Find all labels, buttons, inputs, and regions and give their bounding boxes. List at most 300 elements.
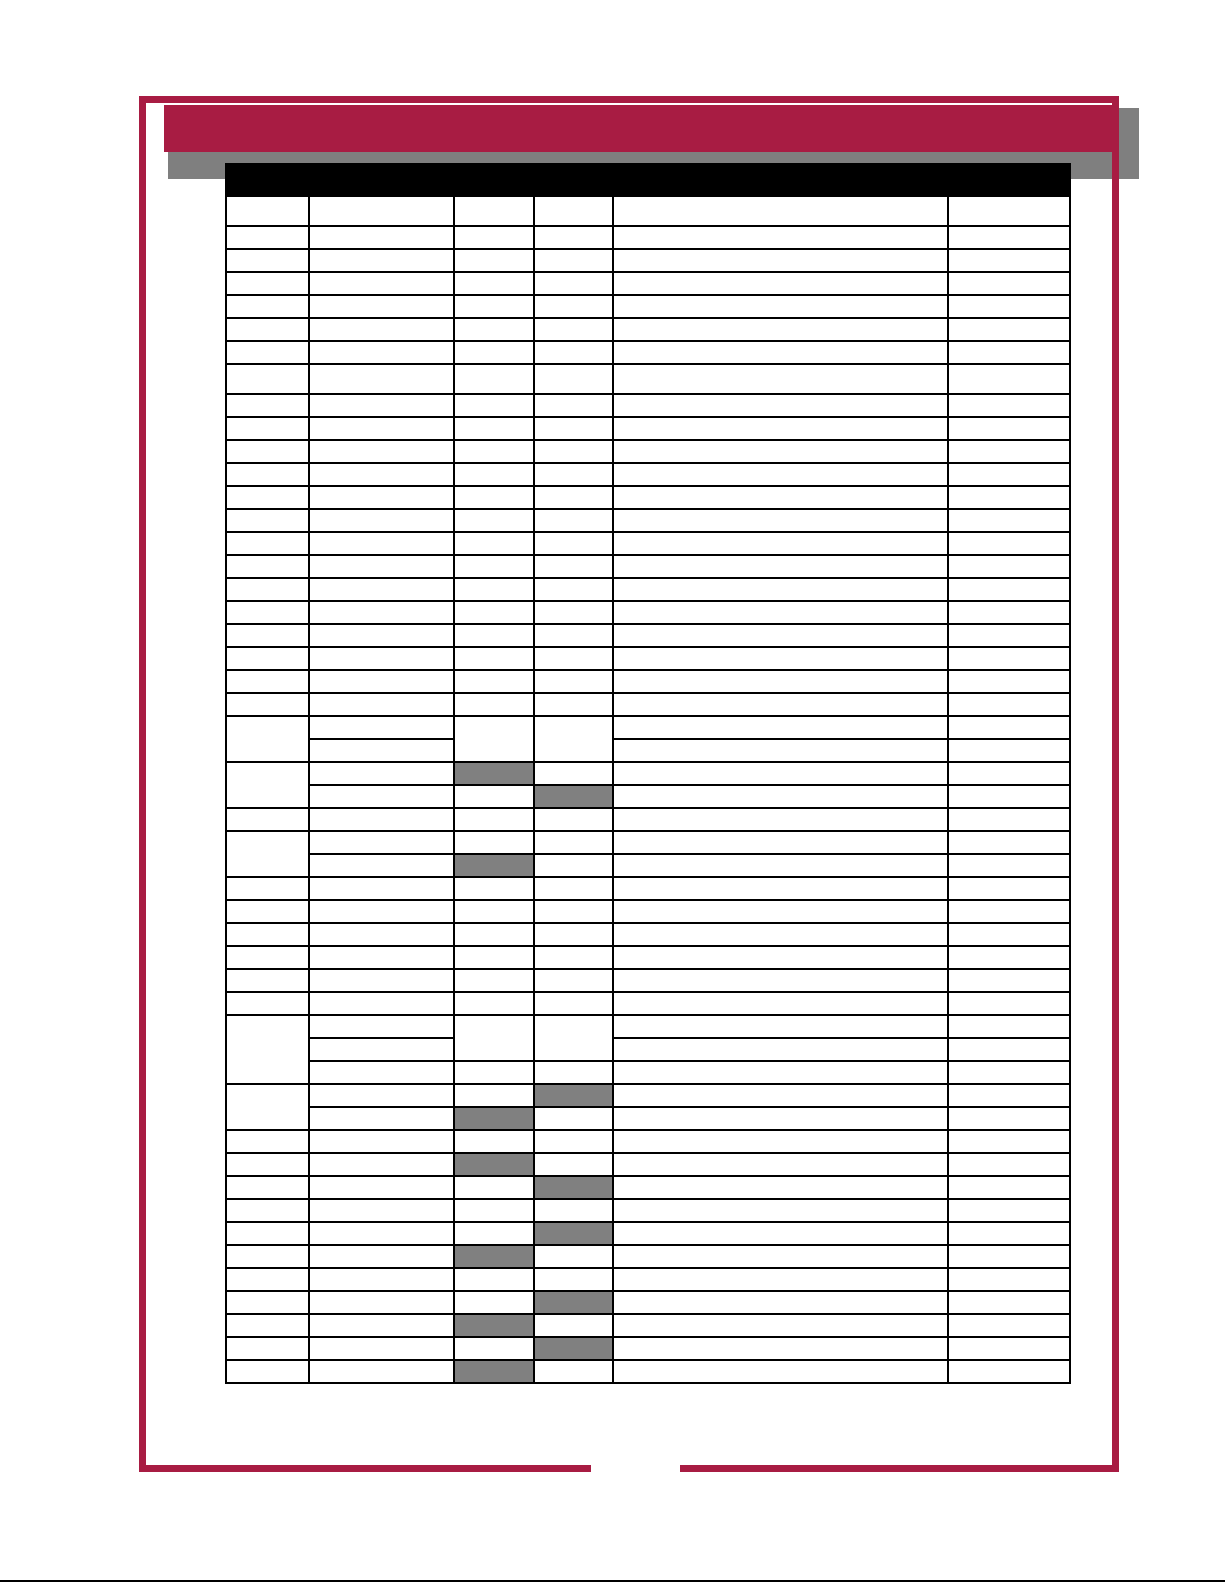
table-cell [534, 196, 613, 226]
table-cell [613, 670, 948, 693]
table-cell [948, 1038, 1071, 1061]
table-row [226, 969, 1070, 992]
table-cell [309, 946, 454, 969]
table-cell [309, 394, 454, 417]
table-cell [534, 341, 613, 364]
table-cell [534, 295, 613, 318]
table-cell [309, 785, 454, 808]
table-cell [613, 341, 948, 364]
table-cell [454, 831, 534, 854]
table-cell [534, 1061, 613, 1084]
table-cell [948, 1153, 1071, 1176]
table-cell [534, 509, 613, 532]
header-cell [948, 164, 1071, 196]
table-cell [613, 1153, 948, 1176]
table-cell [534, 417, 613, 440]
table-cell [454, 196, 534, 226]
table-row [226, 578, 1070, 601]
table-cell [309, 1107, 454, 1130]
table-cell [226, 364, 309, 394]
table-cell [534, 601, 613, 624]
table-header-row [226, 164, 1070, 196]
table-cell [454, 693, 534, 716]
table-row [226, 1084, 1070, 1107]
shaded-cell [454, 762, 534, 785]
table-cell [534, 1153, 613, 1176]
table-cell [309, 601, 454, 624]
table-cell [454, 1268, 534, 1291]
table-cell [948, 1222, 1071, 1245]
table-cell [613, 716, 948, 739]
table-cell [534, 808, 613, 831]
shaded-cell [454, 1245, 534, 1268]
shaded-cell [534, 1176, 613, 1199]
table-cell [454, 226, 534, 249]
table-cell [226, 1199, 309, 1222]
table-cell [613, 1360, 948, 1383]
table-cell [613, 226, 948, 249]
table-cell [309, 693, 454, 716]
table-cell [948, 1061, 1071, 1084]
table-cell [613, 440, 948, 463]
table-cell [534, 831, 613, 854]
table-cell [226, 578, 309, 601]
table-row [226, 923, 1070, 946]
table-cell [309, 1084, 454, 1107]
table-cell [309, 417, 454, 440]
shaded-cell [454, 1153, 534, 1176]
table-cell [948, 295, 1071, 318]
table-cell [309, 1222, 454, 1245]
table-cell [309, 226, 454, 249]
frame-bottom-border-right [680, 1465, 1119, 1472]
table-row [226, 1314, 1070, 1337]
table-cell [613, 831, 948, 854]
table-cell [226, 1153, 309, 1176]
table-cell [454, 295, 534, 318]
table-row [226, 463, 1070, 486]
table-cell [226, 196, 309, 226]
table-cell [613, 364, 948, 394]
table-cell [613, 555, 948, 578]
table-cell [226, 716, 309, 762]
table-cell [948, 624, 1071, 647]
table-cell [948, 854, 1071, 877]
table-cell [226, 463, 309, 486]
shaded-cell [534, 1084, 613, 1107]
table-cell [309, 1038, 454, 1061]
table-row [226, 1153, 1070, 1176]
table-cell [226, 624, 309, 647]
table-cell [226, 877, 309, 900]
table-cell [613, 1061, 948, 1084]
table-cell [948, 1084, 1071, 1107]
table-cell [226, 272, 309, 295]
header-cell [309, 164, 454, 196]
table-cell [226, 1015, 309, 1084]
table-row [226, 1130, 1070, 1153]
table-cell [948, 946, 1071, 969]
table-cell [534, 394, 613, 417]
table-cell [948, 1360, 1071, 1383]
table-cell [226, 1084, 309, 1130]
table-cell [226, 555, 309, 578]
table-cell [534, 854, 613, 877]
table-row [226, 1337, 1070, 1360]
table-cell [309, 1130, 454, 1153]
table-cell [454, 364, 534, 394]
table-cell [613, 647, 948, 670]
table-cell [226, 831, 309, 877]
table-cell [454, 1015, 534, 1061]
shaded-cell [534, 1337, 613, 1360]
table-cell [613, 1176, 948, 1199]
table-cell [309, 318, 454, 341]
table-cell [534, 946, 613, 969]
table-cell [226, 1176, 309, 1199]
table-cell [613, 946, 948, 969]
table-cell [309, 969, 454, 992]
table-row [226, 532, 1070, 555]
table-cell [309, 1245, 454, 1268]
table-cell [613, 509, 948, 532]
table-cell [309, 1199, 454, 1222]
table-cell [534, 877, 613, 900]
table-cell [534, 1130, 613, 1153]
table-row [226, 601, 1070, 624]
table-cell [309, 555, 454, 578]
table-cell [226, 762, 309, 808]
table-cell [534, 1314, 613, 1337]
table-cell [454, 900, 534, 923]
table-cell [309, 1268, 454, 1291]
table-row [226, 946, 1070, 969]
table-cell [948, 1107, 1071, 1130]
table-cell [613, 417, 948, 440]
table-cell [226, 532, 309, 555]
shaded-cell [534, 1222, 613, 1245]
frame-top-border [139, 96, 1119, 103]
table-cell [454, 969, 534, 992]
table-cell [948, 1176, 1071, 1199]
table-cell [454, 463, 534, 486]
table-cell [454, 1222, 534, 1245]
table-cell [226, 900, 309, 923]
table-row [226, 226, 1070, 249]
table-row [226, 295, 1070, 318]
table-cell [534, 486, 613, 509]
table-row [226, 417, 1070, 440]
table-cell [309, 295, 454, 318]
table-row [226, 1015, 1070, 1038]
table-cell [309, 923, 454, 946]
table-cell [613, 394, 948, 417]
table-cell [454, 1291, 534, 1314]
table-cell [454, 272, 534, 295]
table-cell [613, 272, 948, 295]
table-cell [454, 578, 534, 601]
table-cell [534, 670, 613, 693]
table-cell [613, 923, 948, 946]
table-cell [226, 1337, 309, 1360]
table-cell [534, 272, 613, 295]
table-cell [948, 1314, 1071, 1337]
table-cell [613, 693, 948, 716]
table-cell [454, 1061, 534, 1084]
table-cell [613, 624, 948, 647]
table-cell [454, 1130, 534, 1153]
table-cell [534, 1199, 613, 1222]
table-cell [309, 808, 454, 831]
table-cell [309, 1015, 454, 1038]
table-cell [309, 1291, 454, 1314]
frame-bottom-border-left [139, 1465, 591, 1472]
table-cell [613, 295, 948, 318]
table-row [226, 716, 1070, 739]
table-cell [948, 670, 1071, 693]
table-cell [613, 1084, 948, 1107]
table-cell [613, 992, 948, 1015]
table-cell [309, 463, 454, 486]
table-cell [613, 532, 948, 555]
table-cell [309, 486, 454, 509]
table-cell [613, 1107, 948, 1130]
table-cell [534, 647, 613, 670]
table-cell [454, 923, 534, 946]
table-row [226, 1061, 1070, 1084]
table-cell [613, 463, 948, 486]
shaded-cell [454, 1360, 534, 1383]
table-cell [534, 318, 613, 341]
table-cell [613, 1268, 948, 1291]
table-cell [948, 318, 1071, 341]
table-cell [534, 578, 613, 601]
shaded-cell [534, 785, 613, 808]
table-cell [948, 693, 1071, 716]
table-cell [454, 318, 534, 341]
table-cell [534, 1015, 613, 1061]
table-row [226, 440, 1070, 463]
table-cell [534, 364, 613, 394]
table-cell [613, 808, 948, 831]
table-cell [309, 364, 454, 394]
table-cell [948, 831, 1071, 854]
table-cell [948, 226, 1071, 249]
table-cell [454, 808, 534, 831]
table-cell [309, 249, 454, 272]
table-cell [534, 463, 613, 486]
table-cell [309, 578, 454, 601]
table-cell [454, 555, 534, 578]
header-cell [534, 164, 613, 196]
table-cell [948, 877, 1071, 900]
table-cell [948, 196, 1071, 226]
table-row [226, 624, 1070, 647]
table-row [226, 877, 1070, 900]
table-cell [309, 670, 454, 693]
table-cell [226, 341, 309, 364]
table-cell [534, 440, 613, 463]
table-cell [948, 364, 1071, 394]
table-cell [948, 1245, 1071, 1268]
table-cell [309, 739, 454, 762]
table-row [226, 196, 1070, 226]
table-cell [948, 1268, 1071, 1291]
table-cell [226, 992, 309, 1015]
table-row [226, 992, 1070, 1015]
table-cell [534, 969, 613, 992]
table-cell [309, 854, 454, 877]
table-row [226, 693, 1070, 716]
table-row [226, 785, 1070, 808]
table-cell [226, 1245, 309, 1268]
table-cell [948, 486, 1071, 509]
table-row [226, 486, 1070, 509]
table-cell [454, 624, 534, 647]
table-cell [309, 831, 454, 854]
table-cell [309, 877, 454, 900]
table-cell [534, 762, 613, 785]
table-cell [534, 992, 613, 1015]
table-cell [948, 992, 1071, 1015]
table-cell [226, 417, 309, 440]
table-row [226, 831, 1070, 854]
table-row [226, 808, 1070, 831]
table-cell [226, 1291, 309, 1314]
table-cell [613, 969, 948, 992]
table-cell [948, 1015, 1071, 1038]
table-row [226, 1038, 1070, 1061]
parts-table [225, 163, 1071, 1384]
table-cell [454, 1337, 534, 1360]
table-cell [454, 1084, 534, 1107]
table-cell [454, 394, 534, 417]
table-cell [613, 601, 948, 624]
shaded-cell [454, 1314, 534, 1337]
table-row [226, 509, 1070, 532]
table-cell [454, 440, 534, 463]
table-cell [309, 624, 454, 647]
table-cell [534, 900, 613, 923]
table-cell [948, 808, 1071, 831]
frame-left-border [139, 96, 146, 1472]
table-cell [948, 509, 1071, 532]
table-cell [948, 601, 1071, 624]
table-cell [613, 785, 948, 808]
table-cell [613, 762, 948, 785]
table-cell [226, 923, 309, 946]
table-cell [309, 1176, 454, 1199]
page-banner [164, 105, 1115, 152]
header-cell [454, 164, 534, 196]
table-cell [613, 877, 948, 900]
table-cell [454, 716, 534, 762]
table-row [226, 1107, 1070, 1130]
table-cell [226, 808, 309, 831]
table-row [226, 318, 1070, 341]
table-cell [534, 226, 613, 249]
table-cell [226, 394, 309, 417]
table-cell [534, 1360, 613, 1383]
table-cell [454, 1199, 534, 1222]
table-cell [226, 1360, 309, 1383]
table-cell [613, 249, 948, 272]
table-cell [454, 1176, 534, 1199]
table-row [226, 739, 1070, 762]
table-cell [613, 1245, 948, 1268]
table-cell [613, 1291, 948, 1314]
table-cell [309, 509, 454, 532]
table-cell [309, 1337, 454, 1360]
table-cell [226, 969, 309, 992]
table-cell [613, 1038, 948, 1061]
table-cell [226, 486, 309, 509]
table-row [226, 394, 1070, 417]
table-cell [948, 900, 1071, 923]
table-cell [226, 647, 309, 670]
bottom-rule [0, 1580, 1225, 1582]
table-row [226, 647, 1070, 670]
table-cell [534, 624, 613, 647]
table-cell [948, 249, 1071, 272]
table-cell [454, 647, 534, 670]
table-cell [454, 249, 534, 272]
table-cell [948, 463, 1071, 486]
table-cell [613, 578, 948, 601]
table-row [226, 670, 1070, 693]
table-cell [309, 716, 454, 739]
table-cell [948, 1291, 1071, 1314]
table-cell [948, 272, 1071, 295]
table-cell [309, 762, 454, 785]
table-cell [454, 946, 534, 969]
table-row [226, 341, 1070, 364]
table-cell [454, 785, 534, 808]
table-cell [309, 532, 454, 555]
table-cell [454, 509, 534, 532]
table-cell [948, 785, 1071, 808]
table-row [226, 364, 1070, 394]
table-cell [948, 532, 1071, 555]
table-cell [534, 693, 613, 716]
table-cell [226, 946, 309, 969]
header-cell [613, 164, 948, 196]
table-cell [454, 486, 534, 509]
table-row [226, 1199, 1070, 1222]
table-cell [309, 900, 454, 923]
table-cell [534, 249, 613, 272]
table-cell [948, 762, 1071, 785]
table-cell [226, 226, 309, 249]
table-row [226, 1360, 1070, 1383]
table-cell [309, 1153, 454, 1176]
table-cell [948, 969, 1071, 992]
table-cell [454, 601, 534, 624]
shaded-cell [454, 1107, 534, 1130]
table-cell [613, 318, 948, 341]
table-cell [613, 1130, 948, 1153]
table-cell [309, 440, 454, 463]
table-row [226, 900, 1070, 923]
table-cell [309, 1061, 454, 1084]
frame-right-border [1112, 96, 1119, 1472]
table-cell [226, 509, 309, 532]
table-cell [948, 578, 1071, 601]
table-cell [534, 716, 613, 762]
table-cell [226, 693, 309, 716]
table-cell [226, 1130, 309, 1153]
table-cell [534, 532, 613, 555]
